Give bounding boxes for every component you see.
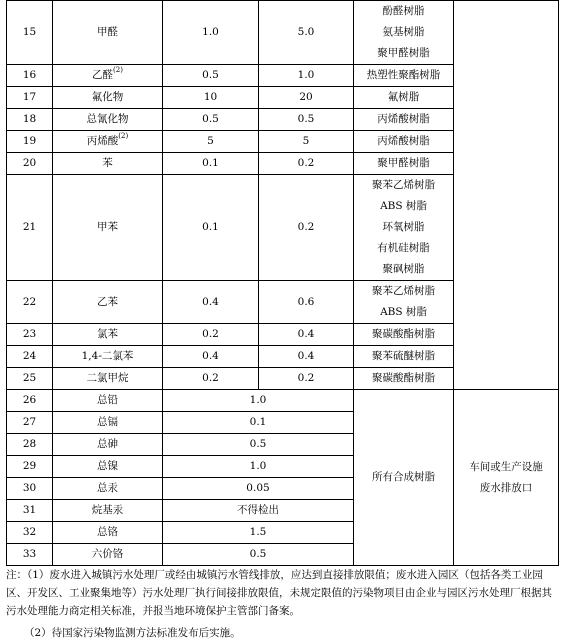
pollutant-name: 二氯甲烷 <box>53 368 163 390</box>
indirect-limit: 5 <box>259 131 354 153</box>
indirect-limit: 0.4 <box>259 324 354 346</box>
row-number: 15 <box>7 1 53 65</box>
resin-type: 聚苯乙烯树脂 <box>372 179 435 191</box>
pollutant-name: 总镉 <box>53 412 163 434</box>
row-number: 25 <box>7 368 53 390</box>
shared-limit: 0.5 <box>163 544 354 566</box>
shared-limit: 1.5 <box>163 522 354 544</box>
direct-limit: 0.1 <box>163 175 259 281</box>
pollutant-name: 甲醛 <box>53 1 163 65</box>
discharge-location-cell <box>454 390 559 566</box>
resin-type: 聚砜树脂 <box>382 263 425 275</box>
table-row <box>7 390 559 412</box>
resin-type: 聚碳酸酯树脂 <box>354 324 454 346</box>
resin-type: 聚苯乙烯树脂 <box>372 285 435 297</box>
pollutant-name: 1,4-二氯苯 <box>53 346 163 368</box>
pollutant-name: 总铅 <box>53 390 163 412</box>
table-notes <box>6 566 558 642</box>
footnote-marker: (2) <box>118 132 129 140</box>
pollutant-name: 甲苯 <box>53 175 163 281</box>
row-number: 18 <box>7 109 53 131</box>
resin-type: 酚醛树脂 <box>382 5 425 17</box>
resin-type: 丙烯酸树脂 <box>354 131 454 153</box>
footnote-marker: (2) <box>113 66 123 74</box>
resin-type: 氟树脂 <box>354 87 454 109</box>
indirect-limit: 0.2 <box>259 368 354 390</box>
direct-limit: 10 <box>163 87 259 109</box>
indirect-limit: 0.2 <box>259 153 354 175</box>
indirect-limit: 0.6 <box>259 281 354 324</box>
row-number: 27 <box>7 412 53 434</box>
direct-limit: 0.2 <box>163 368 259 390</box>
resin-types <box>354 175 454 281</box>
note-1: 注：（1）废水进入城镇污水处理厂或经由城镇污水管线排放，应达到直接排放限值；废水进入园区（包括各类工业园区、开发区、工业聚集地等）污水处理厂执行间接排放限值，未规定限值的污染物项目由企业与园区污水处理厂根据其污水处理能力商定相关标准，并报当地环境保护主管部门备案。 <box>6 569 552 617</box>
shared-limit: 0.1 <box>163 412 354 434</box>
pollutant-name: 苯 <box>53 153 163 175</box>
row-number: 23 <box>7 324 53 346</box>
pollutant-name: 总砷 <box>53 434 163 456</box>
resin-types <box>354 281 454 324</box>
table-row <box>7 1 559 65</box>
pollutant-name: 氯苯 <box>53 324 163 346</box>
row-number: 17 <box>7 87 53 109</box>
direct-limit: 0.5 <box>163 109 259 131</box>
row-number: 16 <box>7 65 53 87</box>
location-line: 废水排放口 <box>479 481 533 494</box>
resin-type: ABS 树脂 <box>380 306 427 318</box>
direct-limit: 1.0 <box>163 1 259 65</box>
shared-limit: 1.0 <box>163 456 354 478</box>
row-number: 19 <box>7 131 53 153</box>
indirect-limit: 0.5 <box>259 109 354 131</box>
indirect-limit: 20 <box>259 87 354 109</box>
pollutant-name: 乙醛$^{(2)}$ <box>53 65 163 87</box>
pollutant-name: 总汞 <box>53 478 163 500</box>
pollutant-name: 总铬 <box>53 522 163 544</box>
row-number: 31 <box>7 500 53 522</box>
pollutant-name: 六价铬 <box>53 544 163 566</box>
indirect-limit: 5.0 <box>259 1 354 65</box>
row-number: 33 <box>7 544 53 566</box>
resin-types <box>354 1 454 65</box>
indirect-limit: 1.0 <box>259 65 354 87</box>
pollutant-name: 烷基汞 <box>53 500 163 522</box>
resin-type: 聚甲醛树脂 <box>354 153 454 175</box>
shared-limit: 0.5 <box>163 434 354 456</box>
indirect-limit: 0.4 <box>259 346 354 368</box>
row-number: 20 <box>7 153 53 175</box>
pollutant-limits-table <box>6 0 559 566</box>
pollutant-name: 氟化物 <box>53 87 163 109</box>
pollutant-name: 乙苯 <box>53 281 163 324</box>
pollutant-name: 总镍 <box>53 456 163 478</box>
location-line: 车间或生产设施 <box>469 460 543 473</box>
resin-type: 氨基树脂 <box>382 26 425 38</box>
pollutant-name: 总氰化物 <box>53 109 163 131</box>
resin-type: 丙烯酸树脂 <box>354 109 454 131</box>
location-cell-empty <box>454 1 559 390</box>
direct-limit: 0.5 <box>163 65 259 87</box>
shared-limit: 不得检出 <box>163 500 354 522</box>
direct-limit: 0.4 <box>163 346 259 368</box>
direct-limit: 0.1 <box>163 153 259 175</box>
row-number: 21 <box>7 175 53 281</box>
resin-type: 有机硅树脂 <box>377 242 430 254</box>
indirect-limit: 0.2 <box>259 175 354 281</box>
row-number: 26 <box>7 390 53 412</box>
shared-limit: 1.0 <box>163 390 354 412</box>
resin-type: 聚碳酸酯树脂 <box>354 368 454 390</box>
resin-type: ABS 树脂 <box>380 200 427 212</box>
resin-type: 聚甲醛树脂 <box>377 47 430 59</box>
row-number: 32 <box>7 522 53 544</box>
direct-limit: 0.2 <box>163 324 259 346</box>
row-number: 29 <box>7 456 53 478</box>
shared-limit: 0.05 <box>163 478 354 500</box>
direct-limit: 5 <box>163 131 259 153</box>
all-resins-cell: 所有合成树脂 <box>354 390 454 566</box>
resin-type: 聚苯硫醚树脂 <box>354 346 454 368</box>
note-2: （2）待国家污染物监测方法标准发布后实施。 <box>24 627 241 639</box>
direct-limit: 0.4 <box>163 281 259 324</box>
row-number: 30 <box>7 478 53 500</box>
resin-type: 热塑性聚酯树脂 <box>354 65 454 87</box>
pollutant-name: 丙烯酸$^{(2)}$ <box>53 131 163 153</box>
row-number: 22 <box>7 281 53 324</box>
row-number: 24 <box>7 346 53 368</box>
row-number: 28 <box>7 434 53 456</box>
resin-type: 环氧树脂 <box>382 221 425 233</box>
